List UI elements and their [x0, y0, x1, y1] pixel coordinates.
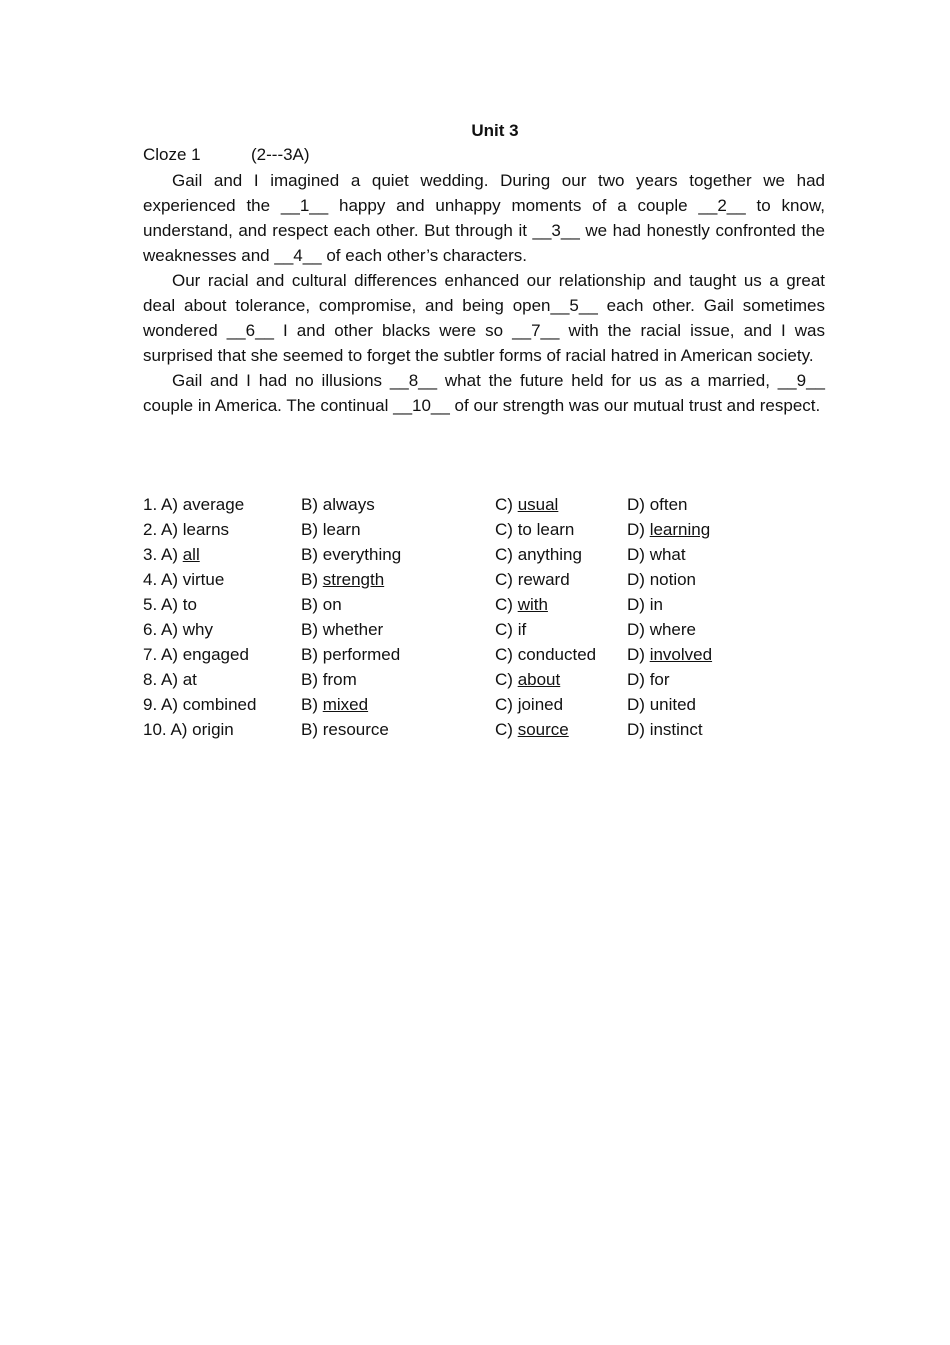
question-number: 10. — [143, 720, 167, 739]
option-d — [627, 692, 696, 717]
option-d — [627, 717, 703, 742]
option-text: combined — [182, 695, 257, 714]
option-a — [143, 492, 244, 517]
option-letter: B) — [301, 695, 318, 714]
option-c — [495, 492, 558, 517]
option-d — [627, 667, 670, 692]
option-text: what — [649, 545, 686, 564]
option-b — [301, 592, 342, 617]
option-letter: A) — [160, 570, 178, 589]
option-c — [495, 717, 569, 742]
option-letter: B) — [301, 545, 318, 564]
option-b — [301, 542, 401, 567]
option-text: learns — [182, 520, 230, 539]
option-text: in — [649, 595, 663, 614]
option-b — [301, 567, 384, 592]
option-text: for — [649, 670, 670, 689]
option-letter: B) — [301, 670, 318, 689]
option-text: joined — [517, 695, 564, 714]
option-text: always — [322, 495, 375, 514]
option-c — [495, 642, 596, 667]
cloze-code: (2---3A) — [251, 145, 310, 164]
option-letter: C) — [495, 670, 513, 689]
passage-paragraph-1: Gail and I imagined a quiet wedding. During our two years together we had experienced the __1__ happy and unhappy moments of a couple __2__ to know, understand, and respect each other. But through it __3__ we had honestly confronted the weaknesses and __4__ of each other’s characters. — [143, 171, 825, 265]
option-text-answer: source — [517, 720, 569, 739]
option-b — [301, 667, 357, 692]
option-text: virtue — [182, 570, 225, 589]
option-text: learn — [322, 520, 361, 539]
option-letter: B) — [301, 645, 318, 664]
option-letter: D) — [627, 695, 645, 714]
option-text: united — [649, 695, 697, 714]
option-c — [495, 617, 526, 642]
option-letter: A) — [160, 495, 178, 514]
option-text: reward — [517, 570, 570, 589]
option-letter: B) — [301, 595, 318, 614]
option-text-answer: about — [517, 670, 561, 689]
option-text: instinct — [649, 720, 703, 739]
option-text: often — [649, 495, 688, 514]
option-text: to — [182, 595, 197, 614]
option-text: everything — [322, 545, 402, 564]
question-number: 7. — [143, 645, 158, 664]
option-text-answer: usual — [517, 495, 559, 514]
option-letter: A) — [160, 695, 178, 714]
option-b — [301, 617, 383, 642]
option-a — [143, 692, 256, 717]
option-b — [301, 717, 389, 742]
option-text: why — [182, 620, 213, 639]
option-letter: B) — [301, 520, 318, 539]
option-text-answer: with — [517, 595, 548, 614]
question-number: 9. — [143, 695, 158, 714]
option-c — [495, 667, 560, 692]
option-d — [627, 492, 688, 517]
question-row — [143, 542, 783, 567]
option-letter: D) — [627, 545, 645, 564]
option-letter: D) — [627, 520, 645, 539]
option-text: to learn — [517, 520, 575, 539]
answer-options-list — [143, 492, 783, 742]
option-a — [143, 717, 234, 742]
option-c — [495, 517, 574, 542]
option-c — [495, 592, 548, 617]
question-number: 5. — [143, 595, 158, 614]
question-number: 2. — [143, 520, 158, 539]
option-letter: A) — [160, 545, 178, 564]
option-text-answer: strength — [322, 570, 385, 589]
passage-paragraph-3: Gail and I had no illusions __8__ what the future held for us as a married, __9__ couple in America. The continual __10__ of our strength was our mutual trust and respect. — [143, 371, 825, 415]
option-letter: C) — [495, 495, 513, 514]
question-row — [143, 667, 783, 692]
option-d — [627, 592, 663, 617]
cloze-label: Cloze 1 — [143, 145, 201, 164]
option-letter: C) — [495, 595, 513, 614]
option-letter: A) — [160, 670, 178, 689]
question-number: 8. — [143, 670, 158, 689]
question-row — [143, 567, 783, 592]
option-a — [143, 517, 229, 542]
option-d — [627, 542, 686, 567]
option-a — [143, 667, 197, 692]
option-letter: D) — [627, 495, 645, 514]
option-text: average — [182, 495, 245, 514]
option-c — [495, 692, 563, 717]
option-b — [301, 692, 368, 717]
question-row — [143, 692, 783, 717]
question-number: 4. — [143, 570, 158, 589]
option-b — [301, 642, 400, 667]
option-a — [143, 642, 249, 667]
option-text: at — [182, 670, 197, 689]
option-text: anything — [517, 545, 582, 564]
option-a — [143, 592, 197, 617]
option-text: whether — [322, 620, 384, 639]
option-a — [143, 567, 224, 592]
option-d — [627, 617, 696, 642]
option-letter: D) — [627, 570, 645, 589]
option-a — [143, 617, 213, 642]
option-text: origin — [192, 720, 234, 739]
option-text: resource — [322, 720, 389, 739]
cloze-passage — [143, 168, 825, 418]
question-number: 1. — [143, 495, 158, 514]
option-b — [301, 517, 361, 542]
question-row — [143, 517, 783, 542]
option-letter: C) — [495, 545, 513, 564]
option-letter: B) — [301, 570, 318, 589]
option-d — [627, 567, 696, 592]
option-d — [627, 517, 710, 542]
option-letter: A) — [170, 720, 188, 739]
option-letter: C) — [495, 570, 513, 589]
option-letter: D) — [627, 595, 645, 614]
option-text: where — [649, 620, 696, 639]
option-letter: A) — [160, 645, 178, 664]
option-letter: B) — [301, 620, 318, 639]
option-letter: C) — [495, 720, 513, 739]
option-d — [627, 642, 712, 667]
option-letter: C) — [495, 695, 513, 714]
cloze-heading — [143, 144, 310, 166]
passage-paragraph-2: Our racial and cultural differences enhanced our relationship and taught us a great deal about tolerance, compromise, and being open__5__ each other. Gail sometimes wondered __6__ I and other blacks were so __7__ with the racial issue, and I was surprised that she seemed to forget the subtler forms of racial hatred in American society. — [143, 271, 825, 365]
question-number: 6. — [143, 620, 158, 639]
option-text: engaged — [182, 645, 249, 664]
option-text-answer: learning — [649, 520, 711, 539]
question-row — [143, 642, 783, 667]
option-text: if — [517, 620, 527, 639]
option-text-answer: involved — [649, 645, 713, 664]
option-a — [143, 542, 200, 567]
option-text: conducted — [517, 645, 597, 664]
question-row — [143, 717, 783, 742]
question-row — [143, 617, 783, 642]
question-row — [143, 492, 783, 517]
option-text-answer: mixed — [322, 695, 369, 714]
option-text: notion — [649, 570, 697, 589]
option-c — [495, 542, 582, 567]
option-letter: B) — [301, 720, 318, 739]
question-row — [143, 592, 783, 617]
option-letter: C) — [495, 620, 513, 639]
option-text: from — [322, 670, 357, 689]
option-letter: D) — [627, 620, 645, 639]
option-b — [301, 492, 375, 517]
option-text: performed — [322, 645, 401, 664]
question-number: 3. — [143, 545, 158, 564]
option-letter: A) — [160, 520, 178, 539]
option-c — [495, 567, 570, 592]
option-letter: A) — [160, 595, 178, 614]
option-letter: B) — [301, 495, 318, 514]
option-letter: D) — [627, 720, 645, 739]
option-text: on — [322, 595, 342, 614]
option-text-answer: all — [182, 545, 200, 564]
option-letter: A) — [160, 620, 178, 639]
option-letter: C) — [495, 520, 513, 539]
option-letter: D) — [627, 670, 645, 689]
page-title: Unit 3 — [471, 121, 519, 140]
option-letter: C) — [495, 645, 513, 664]
option-letter: D) — [627, 645, 645, 664]
